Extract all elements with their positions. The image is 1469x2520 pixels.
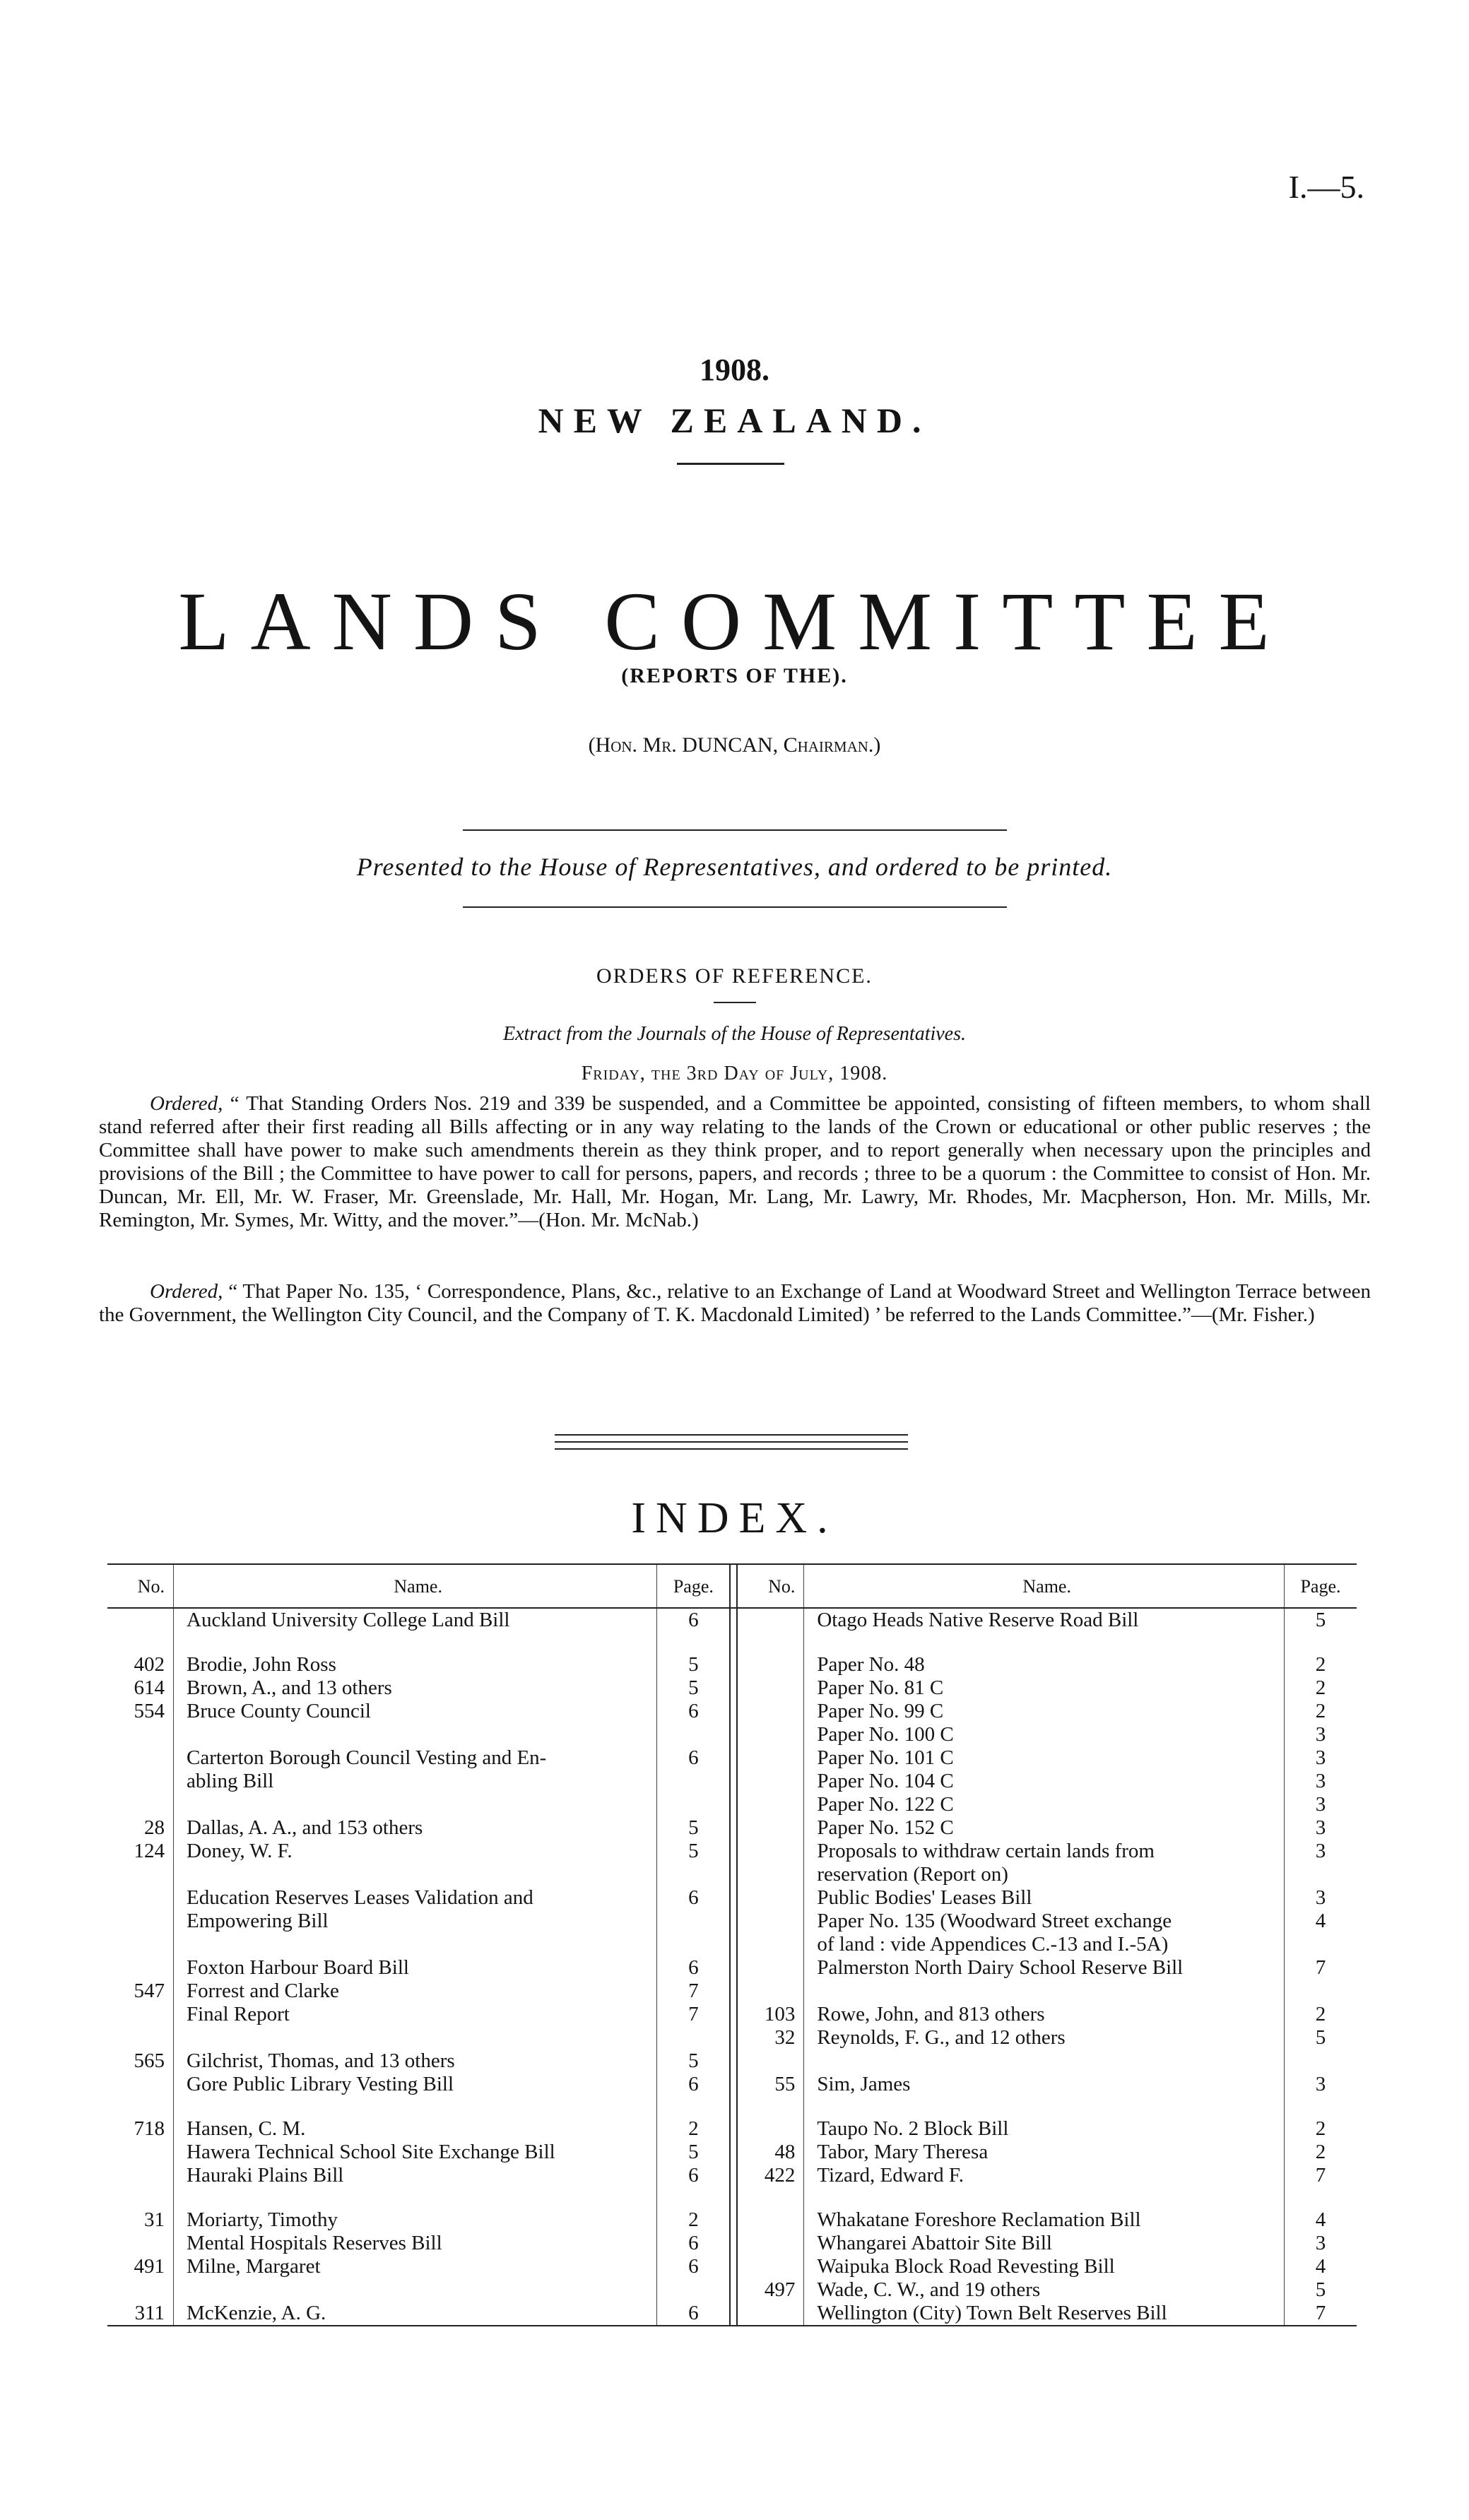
entry-name: Public Bodies' Leases Bill xyxy=(804,1886,1285,1910)
entry-number: 422 xyxy=(764,2164,796,2187)
entry-number xyxy=(107,2164,174,2187)
entry-page xyxy=(1285,1933,1357,1956)
col-no: No. xyxy=(737,1564,804,1608)
entry-page: 6 xyxy=(657,2164,731,2187)
entry-number xyxy=(737,1676,804,1700)
entry-name: Palmerston North Dairy School Reserve Bill xyxy=(804,1956,1285,1980)
entry-page: 5 xyxy=(1285,1608,1357,1632)
entry-page: 3 xyxy=(1285,1816,1357,1840)
entry-number xyxy=(107,2187,174,2208)
entry-page: 3 xyxy=(1285,1723,1357,1746)
col-page: Page. xyxy=(1285,1564,1357,1608)
table-spacer-row xyxy=(107,1632,1357,1653)
entry-name: Reynolds, F. G., and 12 others xyxy=(804,2026,1285,2049)
divider-rule xyxy=(555,1448,908,1450)
col-gap xyxy=(730,1632,737,1653)
col-gap xyxy=(730,1910,737,1933)
entry-name: Foxton Harbour Board Bill xyxy=(174,1956,657,1980)
entry-page: 2 xyxy=(657,2208,731,2232)
table-row xyxy=(107,2141,1357,2164)
entry-page: 7 xyxy=(657,1980,731,2003)
divider-rule xyxy=(463,906,1007,908)
entry-number xyxy=(737,2208,804,2232)
entry-number: 31 xyxy=(144,2208,165,2231)
col-gap xyxy=(730,2096,737,2117)
chairman-line xyxy=(0,733,1469,757)
entry-name: Hauraki Plains Bill xyxy=(174,2164,657,2187)
entry-name xyxy=(804,2096,1285,2117)
entry-name: Brodie, John Ross xyxy=(174,1653,657,1676)
entry-number: 718 xyxy=(134,2117,165,2140)
entry-number xyxy=(107,2096,174,2117)
chairman-close: , Chairman.) xyxy=(772,733,881,757)
entry-name: Brown, A., and 13 others xyxy=(174,1676,657,1700)
table-row xyxy=(107,2255,1357,2278)
table-row xyxy=(107,2302,1357,2326)
entry-page xyxy=(1285,2049,1357,2073)
col-gap xyxy=(730,2208,737,2232)
entry-number xyxy=(107,1956,174,1980)
col-gap xyxy=(730,1886,737,1910)
chairman-name: DUNCAN xyxy=(682,733,773,757)
entry-name: Paper No. 122 C xyxy=(804,1793,1285,1816)
table-spacer-row xyxy=(107,2187,1357,2208)
entry-number xyxy=(107,2278,174,2302)
entry-number xyxy=(737,1980,804,2003)
entry-name: McKenzie, A. G. xyxy=(174,2302,657,2326)
entry-number xyxy=(737,1746,804,1770)
entry-name: Paper No. 81 C xyxy=(804,1676,1285,1700)
entry-name: Paper No. 99 C xyxy=(804,1700,1285,1723)
entry-name: reservation (Report on) xyxy=(804,1863,1285,1886)
entry-number xyxy=(737,1793,804,1816)
entry-page: 6 xyxy=(657,2255,731,2278)
col-gap xyxy=(730,1746,737,1770)
col-gap xyxy=(730,1653,737,1676)
col-gap xyxy=(730,2232,737,2255)
entry-number: 103 xyxy=(764,2003,796,2025)
entry-name: Paper No. 152 C xyxy=(804,1816,1285,1840)
entry-name xyxy=(174,2096,657,2117)
entry-number xyxy=(737,2049,804,2073)
entry-number xyxy=(737,1886,804,1910)
col-gap xyxy=(730,2073,737,2096)
index-body xyxy=(107,1608,1357,2326)
col-gap xyxy=(730,2164,737,2187)
col-gap xyxy=(730,1816,737,1840)
entry-page: 7 xyxy=(1285,2164,1357,2187)
entry-name: Education Reserves Leases Validation and xyxy=(174,1886,657,1910)
entry-name: Dallas, A. A., and 153 others xyxy=(174,1816,657,1840)
date-line: Friday, the 3rd Day of July, 1908. xyxy=(581,1063,888,1084)
entry-page: 3 xyxy=(1285,1886,1357,1910)
entry-name xyxy=(804,1980,1285,2003)
entry-page xyxy=(657,1632,731,1653)
table-row xyxy=(107,1886,1357,1910)
entry-number xyxy=(737,2096,804,2117)
year: 1908. xyxy=(700,353,769,387)
entry-name: Rowe, John, and 813 others xyxy=(804,2003,1285,2026)
entry-page: 2 xyxy=(1285,2003,1357,2026)
entry-name: Otago Heads Native Reserve Road Bill xyxy=(804,1608,1285,1632)
entry-page: 2 xyxy=(1285,1653,1357,1676)
entry-page: 3 xyxy=(1285,2232,1357,2255)
entry-number xyxy=(737,1933,804,1956)
entry-number: 48 xyxy=(774,2141,796,2163)
entry-number xyxy=(737,2255,804,2278)
entry-name: Taupo No. 2 Block Bill xyxy=(804,2117,1285,2141)
entry-number xyxy=(737,1863,804,1886)
col-gap xyxy=(730,2026,737,2049)
entry-number xyxy=(107,1886,174,1910)
entry-page xyxy=(657,1863,731,1886)
entry-number xyxy=(107,2073,174,2096)
entry-page: 2 xyxy=(1285,1676,1357,1700)
entry-page: 3 xyxy=(1285,2073,1357,2096)
entry-page: 6 xyxy=(657,2302,731,2326)
entry-number: 32 xyxy=(774,2026,796,2049)
subtitle: (REPORTS OF THE). xyxy=(621,664,848,687)
entry-page: 2 xyxy=(1285,1700,1357,1723)
entry-name: Gore Public Library Vesting Bill xyxy=(174,2073,657,2096)
divider-rule xyxy=(555,1434,908,1436)
entry-page xyxy=(1285,1980,1357,2003)
order-body: “ That Paper No. 135, ‘ Correspondence, Plans, &c., relative to an Exchange of Land at Woodward Street and Wellington Terrace between the Government, the Wellington City Council, and the Company of T. K. Macdonald Limited) ’ be referred to the Lands Committee.”—(Mr. Fisher.) xyxy=(99,1280,1371,1326)
table-row xyxy=(107,1933,1357,1956)
entry-number xyxy=(107,2141,174,2164)
entry-name: Forrest and Clarke xyxy=(174,1980,657,2003)
col-gap xyxy=(730,1956,737,1980)
entry-page: 6 xyxy=(657,1746,731,1770)
entry-name: Wellington (City) Town Belt Reserves Bill xyxy=(804,2302,1285,2326)
entry-name: Tizard, Edward F. xyxy=(804,2164,1285,2187)
entry-page: 5 xyxy=(657,1676,731,1700)
entry-page: 5 xyxy=(1285,2026,1357,2049)
entry-name: Tabor, Mary Theresa xyxy=(804,2141,1285,2164)
col-gap xyxy=(730,1980,737,2003)
page-title: LANDS COMMITTEE xyxy=(178,575,1291,668)
entry-number xyxy=(107,1746,174,1770)
entry-number xyxy=(737,2187,804,2208)
col-no: No. xyxy=(107,1564,174,1608)
entry-name: abling Bill xyxy=(174,1770,657,1793)
entry-name: Empowering Bill xyxy=(174,1910,657,1933)
entry-page xyxy=(657,1793,731,1816)
table-row xyxy=(107,1980,1357,2003)
col-gap xyxy=(730,2141,737,2164)
col-gap xyxy=(730,2255,737,2278)
entry-number xyxy=(737,1632,804,1653)
col-page: Page. xyxy=(657,1564,731,1608)
entry-page xyxy=(657,1910,731,1933)
entry-page: 5 xyxy=(657,2049,731,2073)
entry-number xyxy=(737,2232,804,2255)
document-reference: I.—5. xyxy=(1288,169,1364,205)
presented-line: Presented to the House of Representatives, and ordered to be printed. xyxy=(356,853,1113,881)
table-bottom-rule xyxy=(107,2326,1357,2329)
col-gap xyxy=(730,2302,737,2326)
table-row xyxy=(107,2117,1357,2141)
divider-rule xyxy=(463,829,1007,831)
entry-name: Gilchrist, Thomas, and 13 others xyxy=(174,2049,657,2073)
entry-page: 6 xyxy=(657,2073,731,2096)
entry-page: 5 xyxy=(657,1816,731,1840)
entry-name: Hansen, C. M. xyxy=(174,2117,657,2141)
entry-number xyxy=(737,1608,804,1632)
entry-name: Milne, Margaret xyxy=(174,2255,657,2278)
entry-name xyxy=(804,2187,1285,2208)
col-name: Name. xyxy=(174,1564,657,1608)
order-lead: Ordered, xyxy=(150,1280,223,1303)
entry-page: 3 xyxy=(1285,1840,1357,1863)
entry-name xyxy=(804,1632,1285,1653)
entry-page: 2 xyxy=(1285,2117,1357,2141)
col-gap xyxy=(730,1770,737,1793)
table-row xyxy=(107,1746,1357,1770)
table-row xyxy=(107,2164,1357,2187)
entry-name xyxy=(804,2049,1285,2073)
entry-page xyxy=(1285,2187,1357,2208)
entry-page: 6 xyxy=(657,1700,731,1723)
chairman-open: (Hon. Mr. xyxy=(588,733,683,757)
col-gap xyxy=(730,1564,737,1608)
entry-number xyxy=(737,1653,804,1676)
table-row xyxy=(107,2278,1357,2302)
entry-name xyxy=(174,1793,657,1816)
entry-name: Paper No. 100 C xyxy=(804,1723,1285,1746)
entry-number xyxy=(107,1770,174,1793)
entry-name: Paper No. 104 C xyxy=(804,1770,1285,1793)
table-row xyxy=(107,1863,1357,1886)
entry-number: 402 xyxy=(134,1653,165,1676)
entry-page: 5 xyxy=(657,1653,731,1676)
entry-page xyxy=(1285,2096,1357,2117)
table-row xyxy=(107,2208,1357,2232)
entry-number: 547 xyxy=(134,1980,165,2002)
entry-page: 7 xyxy=(1285,1956,1357,1980)
entry-page: 3 xyxy=(1285,1793,1357,1816)
entry-number: 497 xyxy=(764,2278,796,2301)
table-row xyxy=(107,1723,1357,1746)
entry-page: 5 xyxy=(657,1840,731,1863)
entry-page: 4 xyxy=(1285,1910,1357,1933)
entry-name: Final Report xyxy=(174,2003,657,2026)
order-paragraph xyxy=(99,1092,1371,1232)
index-table xyxy=(107,1563,1357,2329)
entry-name: Mental Hospitals Reserves Bill xyxy=(174,2232,657,2255)
entry-number: 554 xyxy=(134,1700,165,1722)
entry-name: Wade, C. W., and 19 others xyxy=(804,2278,1285,2302)
entry-page: 5 xyxy=(657,2141,731,2164)
table-spacer-row xyxy=(107,2096,1357,2117)
entry-page: 7 xyxy=(1285,2302,1357,2326)
extract-line: Extract from the Journals of the House of Representatives. xyxy=(502,1023,967,1045)
index-title: INDEX. xyxy=(631,1494,838,1542)
entry-page: 7 xyxy=(657,2003,731,2026)
divider-rule xyxy=(714,1002,756,1003)
entry-name: Whakatane Foreshore Reclamation Bill xyxy=(804,2208,1285,2232)
table-row xyxy=(107,2026,1357,2049)
entry-number: 614 xyxy=(134,1676,165,1699)
entry-number xyxy=(107,1632,174,1653)
entry-page xyxy=(657,2026,731,2049)
entry-name: Sim, James xyxy=(804,2073,1285,2096)
entry-page: 4 xyxy=(1285,2208,1357,2232)
entry-number xyxy=(107,2003,174,2026)
entry-page: 2 xyxy=(1285,2141,1357,2164)
col-gap xyxy=(730,1608,737,1632)
entry-page xyxy=(1285,1632,1357,1653)
order-lead: Ordered, xyxy=(150,1092,223,1115)
entry-number: 311 xyxy=(134,2302,165,2324)
table-row xyxy=(107,2049,1357,2073)
entry-page xyxy=(1285,1863,1357,1886)
entry-name: Paper No. 101 C xyxy=(804,1746,1285,1770)
entry-page: 6 xyxy=(657,1956,731,1980)
entry-name xyxy=(174,2278,657,2302)
index-header-row xyxy=(107,1564,1357,1608)
entry-page: 5 xyxy=(1285,2278,1357,2302)
col-gap xyxy=(730,2187,737,2208)
table-row xyxy=(107,2073,1357,2096)
col-gap xyxy=(730,2278,737,2302)
entry-page: 3 xyxy=(1285,1746,1357,1770)
entry-page xyxy=(657,2278,731,2302)
table-row xyxy=(107,1793,1357,1816)
entry-page xyxy=(657,2187,731,2208)
table-row xyxy=(107,1840,1357,1863)
entry-name xyxy=(174,1863,657,1886)
entry-page: 6 xyxy=(657,2232,731,2255)
entry-page: 4 xyxy=(1285,2255,1357,2278)
entry-number xyxy=(737,1910,804,1933)
table-row xyxy=(107,1676,1357,1700)
col-gap xyxy=(730,1723,737,1746)
entry-page: 6 xyxy=(657,1608,731,1632)
table-row xyxy=(107,1816,1357,1840)
table-row xyxy=(107,1770,1357,1793)
table-row xyxy=(107,1608,1357,1632)
entry-name xyxy=(174,1933,657,1956)
orders-heading: ORDERS OF REFERENCE. xyxy=(596,964,873,988)
entry-name: Auckland University College Land Bill xyxy=(174,1608,657,1632)
entry-number: 55 xyxy=(774,2073,796,2095)
entry-name: Whangarei Abattoir Site Bill xyxy=(804,2232,1285,2255)
entry-name: Carterton Borough Council Vesting and En- xyxy=(174,1746,657,1770)
entry-page: 2 xyxy=(657,2117,731,2141)
entry-number xyxy=(107,2232,174,2255)
entry-name xyxy=(174,1632,657,1653)
entry-number: 124 xyxy=(134,1840,165,1862)
entry-name xyxy=(174,2026,657,2049)
entry-page xyxy=(657,1770,731,1793)
entry-name: Hawera Technical School Site Exchange Bill xyxy=(174,2141,657,2164)
col-gap xyxy=(730,2003,737,2026)
col-gap xyxy=(730,1840,737,1863)
table-row xyxy=(107,2003,1357,2026)
entry-name: Proposals to withdraw certain lands from xyxy=(804,1840,1285,1863)
entry-number xyxy=(737,2302,804,2326)
entry-number xyxy=(737,1723,804,1746)
table-row xyxy=(107,1653,1357,1676)
col-name: Name. xyxy=(804,1564,1285,1608)
table-row xyxy=(107,1956,1357,1980)
entry-number xyxy=(737,1840,804,1863)
entry-number xyxy=(737,2117,804,2141)
col-gap xyxy=(730,1676,737,1700)
entry-number xyxy=(737,1770,804,1793)
order-paragraph xyxy=(99,1280,1371,1327)
order-body: “ That Standing Orders Nos. 219 and 339 be suspended, and a Committee be appointed, consisting of fifteen members, to whom shall stand referred after their first reading all Bills affecting or in any way relating to the lands of the Crown or educational or other public reserves ; the Committee shall have power to make such amendments therein as they think proper, and to report generally when necessary upon the principles and provisions of the Bill ; the Committee to have power to call for persons, papers, and records ; three to be a quorum : the Committee to consist of Hon. Mr. Duncan, Mr. Ell, Mr. W. Fraser, Mr. Greenslade, Mr. Hall, Mr. Hogan, Mr. Lang, Mr. Lawry, Mr. Rhodes, Mr. Macpherson, Hon. Mr. Mills, Mr. Remington, Mr. Symes, Mr. Witty, and the mover.”—(Hon. Mr. McNab.) xyxy=(99,1092,1371,1231)
entry-name: Moriarty, Timothy xyxy=(174,2208,657,2232)
entry-name: Paper No. 48 xyxy=(804,1653,1285,1676)
entry-number: 565 xyxy=(134,2049,165,2072)
col-gap xyxy=(730,1933,737,1956)
entry-number xyxy=(107,1863,174,1886)
entry-number xyxy=(107,1723,174,1746)
entry-page xyxy=(657,1723,731,1746)
entry-number xyxy=(107,2026,174,2049)
entry-number xyxy=(737,1816,804,1840)
entry-number xyxy=(737,1700,804,1723)
entry-number: 28 xyxy=(144,1816,165,1839)
entry-page xyxy=(657,1933,731,1956)
entry-page xyxy=(657,2096,731,2117)
country-heading: NEW ZEALAND. xyxy=(538,401,931,440)
col-gap xyxy=(730,2117,737,2141)
col-gap xyxy=(730,1700,737,1723)
entry-name xyxy=(174,2187,657,2208)
entry-number xyxy=(107,1910,174,1933)
table-row xyxy=(107,1910,1357,1933)
divider-rule xyxy=(555,1441,908,1443)
entry-name: Waipuka Block Road Revesting Bill xyxy=(804,2255,1285,2278)
entry-number xyxy=(737,1956,804,1980)
entry-page: 6 xyxy=(657,1886,731,1910)
entry-name: Doney, W. F. xyxy=(174,1840,657,1863)
entry-page: 3 xyxy=(1285,1770,1357,1793)
col-gap xyxy=(730,2049,737,2073)
entry-number xyxy=(107,1793,174,1816)
entry-number xyxy=(107,1608,174,1632)
entry-name xyxy=(174,1723,657,1746)
entry-name: Bruce County Council xyxy=(174,1700,657,1723)
entry-name: Paper No. 135 (Woodward Street exchange xyxy=(804,1910,1285,1933)
entry-name: of land : vide Appendices C.-13 and I.-5A) xyxy=(804,1933,1285,1956)
col-gap xyxy=(730,1863,737,1886)
divider-rule xyxy=(677,463,784,465)
entry-number xyxy=(107,1933,174,1956)
entry-number: 491 xyxy=(134,2255,165,2278)
col-gap xyxy=(730,1793,737,1816)
table-row xyxy=(107,1700,1357,1723)
table-row xyxy=(107,2232,1357,2255)
